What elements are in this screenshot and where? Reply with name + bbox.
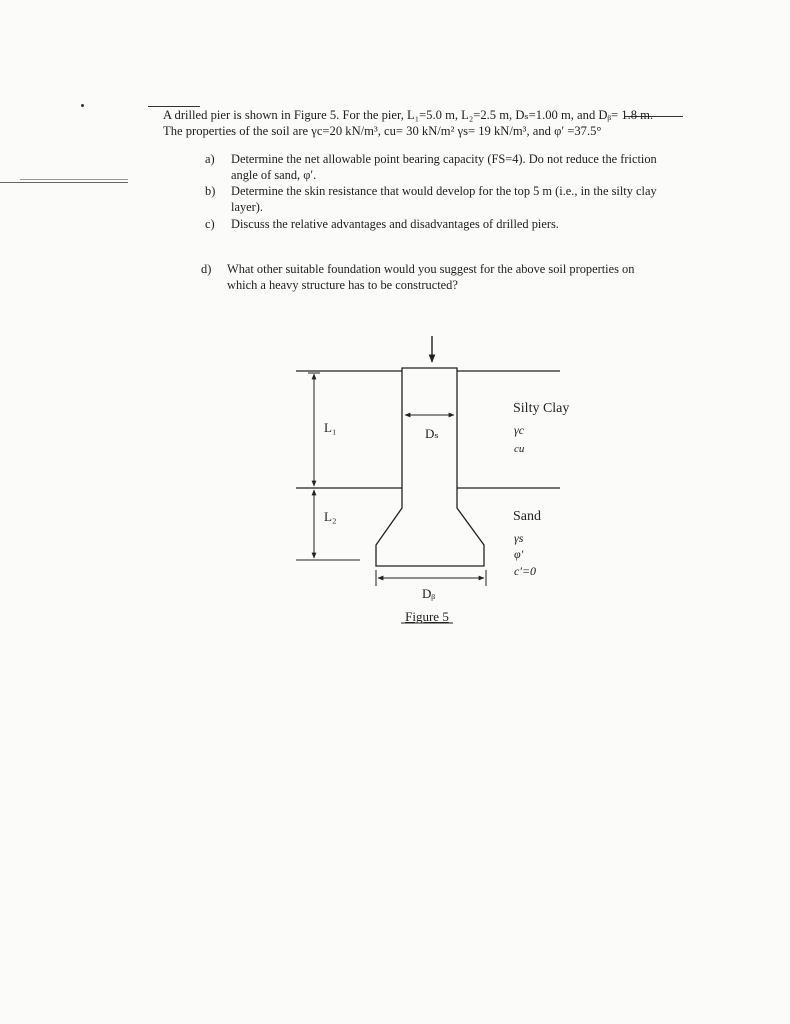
l1-label: L₁ bbox=[324, 420, 337, 435]
question-label: d) bbox=[201, 262, 212, 276]
question-text: What other suitable foundation would you suggest for the above soil properties on bbox=[227, 262, 635, 276]
intro-line-1: A drilled pier is shown in Figure 5. For the pier, L₁=5.0 m, L₂=2.5 m, Dₛ=1.00 m, and Dᵦ= 1.8 m. bbox=[163, 108, 654, 122]
question-text: Determine the net allowable point bearing capacity (FS=4). Do not reduce the friction bbox=[231, 152, 657, 166]
layer-name-silty-clay: Silty Clay bbox=[513, 401, 570, 416]
question-label: a) bbox=[205, 152, 215, 166]
question-text: layer). bbox=[231, 200, 263, 214]
question-text: Determine the skin resistance that would develop for the top 5 m (i.e., in the silty clay bbox=[231, 184, 657, 198]
l2-label: L₂ bbox=[324, 509, 337, 524]
layer-prop: cu bbox=[514, 443, 525, 455]
drilled-pier-outline bbox=[376, 368, 484, 566]
question-label: c) bbox=[205, 217, 215, 231]
ds-label: Dₛ bbox=[425, 426, 439, 441]
figure-caption: Figure 5 bbox=[405, 609, 449, 624]
layer-prop: c′=0 bbox=[514, 564, 537, 578]
question-label: b) bbox=[205, 184, 216, 198]
db-label: Dᵦ bbox=[422, 586, 436, 601]
question-text: angle of sand, φ′. bbox=[231, 168, 317, 182]
layer-prop: γc bbox=[514, 423, 525, 437]
question-text: which a heavy structure has to be constructed? bbox=[227, 278, 458, 292]
layer-prop: φ′ bbox=[514, 547, 524, 561]
question-text: Discuss the relative advantages and disadvantages of drilled piers. bbox=[231, 217, 559, 231]
layer-name-sand: Sand bbox=[513, 509, 541, 524]
layer-prop: γs bbox=[514, 531, 524, 545]
intro-line-2: The properties of the soil are γc=20 kN/m³, cu= 30 kN/m² γs= 19 kN/m³, and φ′ =37.5° bbox=[163, 124, 602, 138]
